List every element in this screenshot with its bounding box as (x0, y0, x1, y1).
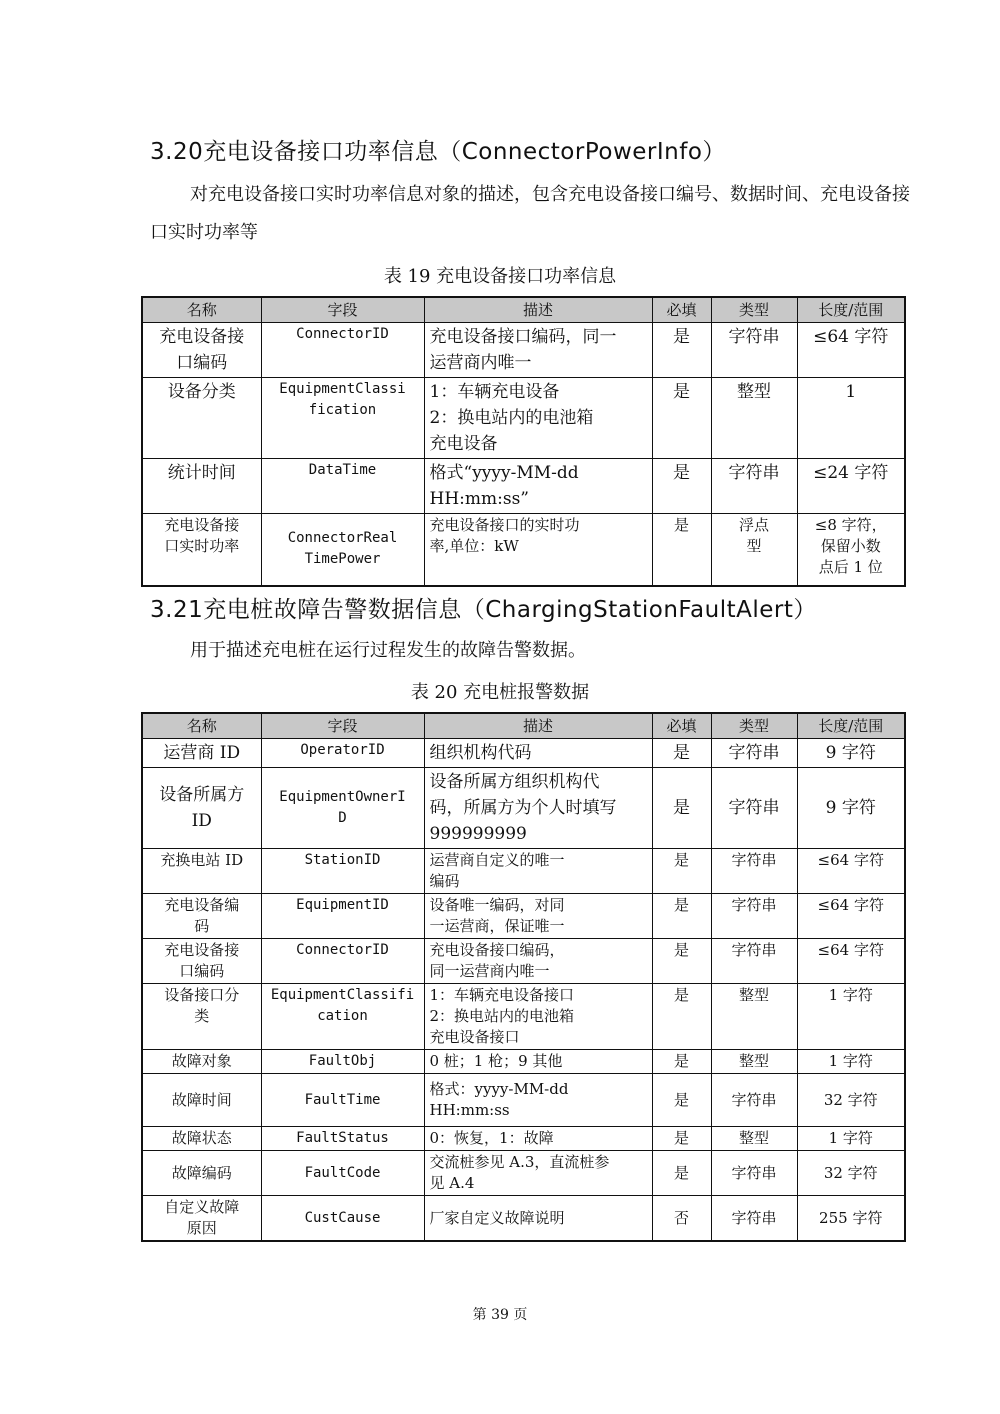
table-cell: 故障编码 (142, 1151, 261, 1196)
table-cell: 是 (652, 323, 711, 378)
table-cell: 字符串 (711, 739, 797, 768)
table-20-caption: 表 20 充电桩报警数据 (410, 682, 590, 703)
section-3-21-title: 3.21充电桩故障告警数据信息（ChargingStationFaultAlert） (150, 597, 817, 623)
table-cell: 是 (652, 459, 711, 514)
column-header: 必填 (652, 713, 711, 739)
table-cell: EquipmentID (261, 894, 424, 939)
table-cell: 0：恢复，1：故障 (424, 1127, 652, 1151)
table-cell: 统计时间 (142, 459, 261, 514)
column-header: 名称 (142, 713, 261, 739)
table-cell: ≤64 字符 (797, 849, 905, 894)
table-cell: FaultObj (261, 1050, 424, 1074)
column-header: 必填 (652, 297, 711, 323)
table-cell: 1 字符 (797, 1127, 905, 1151)
table-cell: 字符串 (711, 459, 797, 514)
table-cell: 1：车辆充电设备接口 2：换电站内的电池箱 充电设备接口 (424, 984, 652, 1050)
table-cell: 充电设备接 口编码 (142, 323, 261, 378)
table-cell: 是 (652, 378, 711, 459)
table-cell: 格式：yyyy-MM-dd HH:mm:ss (424, 1074, 652, 1127)
table-cell: 32 字符 (797, 1151, 905, 1196)
table-row (142, 768, 905, 849)
table-cell: 否 (652, 1196, 711, 1242)
table-cell: OperatorID (261, 739, 424, 768)
table-cell: 运营商 ID (142, 739, 261, 768)
table-cell: DataTime (261, 459, 424, 514)
table-cell: 9 字符 (797, 768, 905, 849)
table-cell: 设备所属方 ID (142, 768, 261, 849)
table-cell: 设备所属方组织机构代 码，所属方为个人时填写 999999999 (424, 768, 652, 849)
table-cell: 是 (652, 849, 711, 894)
table-cell: 是 (652, 514, 711, 586)
table-cell: EquipmentOwnerI D (261, 768, 424, 849)
table-cell: FaultTime (261, 1074, 424, 1127)
table-row (142, 1127, 905, 1151)
table-cell: 255 字符 (797, 1196, 905, 1242)
table-cell: 字符串 (711, 323, 797, 378)
table-cell: 厂家自定义故障说明 (424, 1196, 652, 1242)
column-header: 字段 (261, 297, 424, 323)
table-cell: 字符串 (711, 894, 797, 939)
table-cell: ≤64 字符 (797, 894, 905, 939)
table-row (142, 323, 905, 378)
table-cell: EquipmentClassi fication (261, 378, 424, 459)
table-cell: 故障对象 (142, 1050, 261, 1074)
column-header: 类型 (711, 713, 797, 739)
table-cell: 是 (652, 1074, 711, 1127)
table-cell: 是 (652, 939, 711, 984)
table-row (142, 378, 905, 459)
table-cell: 字符串 (711, 1151, 797, 1196)
table-cell: 1 字符 (797, 1050, 905, 1074)
table-cell: 9 字符 (797, 739, 905, 768)
section-3-20-title: 3.20充电设备接口功率信息（ConnectorPowerInfo） (150, 139, 726, 165)
table-cell: 是 (652, 768, 711, 849)
table-cell: 是 (652, 984, 711, 1050)
table-cell: ≤24 字符 (797, 459, 905, 514)
section-3-20-description: 对充电设备接口实时功率信息对象的描述，包含充电设备接口编号、数据时间、充电设备接口实时功率等 (150, 184, 910, 243)
table-cell: 0 桩；1 枪；9 其他 (424, 1050, 652, 1074)
column-header: 长度/范围 (797, 713, 905, 739)
table-cell: CustCause (261, 1196, 424, 1242)
table-cell: ≤8 字符， 保留小数 点后 1 位 (797, 514, 905, 586)
table-cell: 字符串 (711, 1074, 797, 1127)
table-cell: 字符串 (711, 849, 797, 894)
table-cell: 设备接口分 类 (142, 984, 261, 1050)
table-cell: 字符串 (711, 768, 797, 849)
table-cell: 充电设备接 口实时功率 (142, 514, 261, 586)
table-cell: 自定义故障 原因 (142, 1196, 261, 1242)
table-cell: EquipmentClassifi cation (261, 984, 424, 1050)
table-cell: 字符串 (711, 939, 797, 984)
table-20 (141, 712, 906, 1242)
table-cell: 1 (797, 378, 905, 459)
table-row (142, 1050, 905, 1074)
table-cell: 是 (652, 894, 711, 939)
table-row (142, 894, 905, 939)
table-cell: 整型 (711, 984, 797, 1050)
table-cell: FaultCode (261, 1151, 424, 1196)
table-cell: 设备唯一编码，对同 一运营商，保证唯一 (424, 894, 652, 939)
section-3-21-description: 用于描述充电桩在运行过程发生的故障告警数据。 (190, 640, 586, 661)
table-cell: 故障状态 (142, 1127, 261, 1151)
table-cell: ConnectorID (261, 939, 424, 984)
table-row (142, 459, 905, 514)
table-cell: 整型 (711, 1127, 797, 1151)
column-header: 长度/范围 (797, 297, 905, 323)
table-header-row (142, 297, 905, 323)
table-row (142, 1151, 905, 1196)
table-cell: 设备分类 (142, 378, 261, 459)
table-cell: 浮点 型 (711, 514, 797, 586)
column-header: 字段 (261, 713, 424, 739)
table-cell: 故障时间 (142, 1074, 261, 1127)
table-row (142, 739, 905, 768)
table-19-caption: 表 19 充电设备接口功率信息 (383, 266, 617, 287)
table-cell: 充电设备接口编码， 同一运营商内唯一 (424, 939, 652, 984)
column-header: 描述 (424, 713, 652, 739)
table-row (142, 984, 905, 1050)
table-cell: 是 (652, 1151, 711, 1196)
table-cell: 1：车辆充电设备 2：换电站内的电池箱 充电设备 (424, 378, 652, 459)
table-cell: 交流桩参见 A.3，直流桩参 见 A.4 (424, 1151, 652, 1196)
table-cell: ≤64 字符 (797, 939, 905, 984)
table-cell: 充电设备接口的实时功 率,单位：kW (424, 514, 652, 586)
table-cell: FaultStatus (261, 1127, 424, 1151)
table-cell: 格式“yyyy-MM-dd HH:mm:ss” (424, 459, 652, 514)
table-row (142, 1074, 905, 1127)
table-row (142, 514, 905, 586)
table-cell: 32 字符 (797, 1074, 905, 1127)
table-cell: 充电设备编 码 (142, 894, 261, 939)
table-cell: 充电设备接 口编码 (142, 939, 261, 984)
column-header: 描述 (424, 297, 652, 323)
table-cell: 1 字符 (797, 984, 905, 1050)
table-cell: 充换电站 ID (142, 849, 261, 894)
table-cell: ConnectorID (261, 323, 424, 378)
table-cell: 运营商自定义的唯一 编码 (424, 849, 652, 894)
table-19 (141, 296, 906, 587)
table-cell: 整型 (711, 1050, 797, 1074)
table-cell: 字符串 (711, 1196, 797, 1242)
page-number: 第 39 页 (472, 1307, 528, 1323)
column-header: 名称 (142, 297, 261, 323)
table-cell: 是 (652, 739, 711, 768)
table-header-row (142, 713, 905, 739)
table-cell: ≤64 字符 (797, 323, 905, 378)
table-cell: ConnectorReal TimePower (261, 514, 424, 586)
table-cell: 整型 (711, 378, 797, 459)
table-cell: 组织机构代码 (424, 739, 652, 768)
table-row (142, 939, 905, 984)
table-cell: StationID (261, 849, 424, 894)
table-row (142, 1196, 905, 1242)
table-cell: 是 (652, 1050, 711, 1074)
table-cell: 充电设备接口编码，同一 运营商内唯一 (424, 323, 652, 378)
table-cell: 是 (652, 1127, 711, 1151)
column-header: 类型 (711, 297, 797, 323)
table-row (142, 849, 905, 894)
